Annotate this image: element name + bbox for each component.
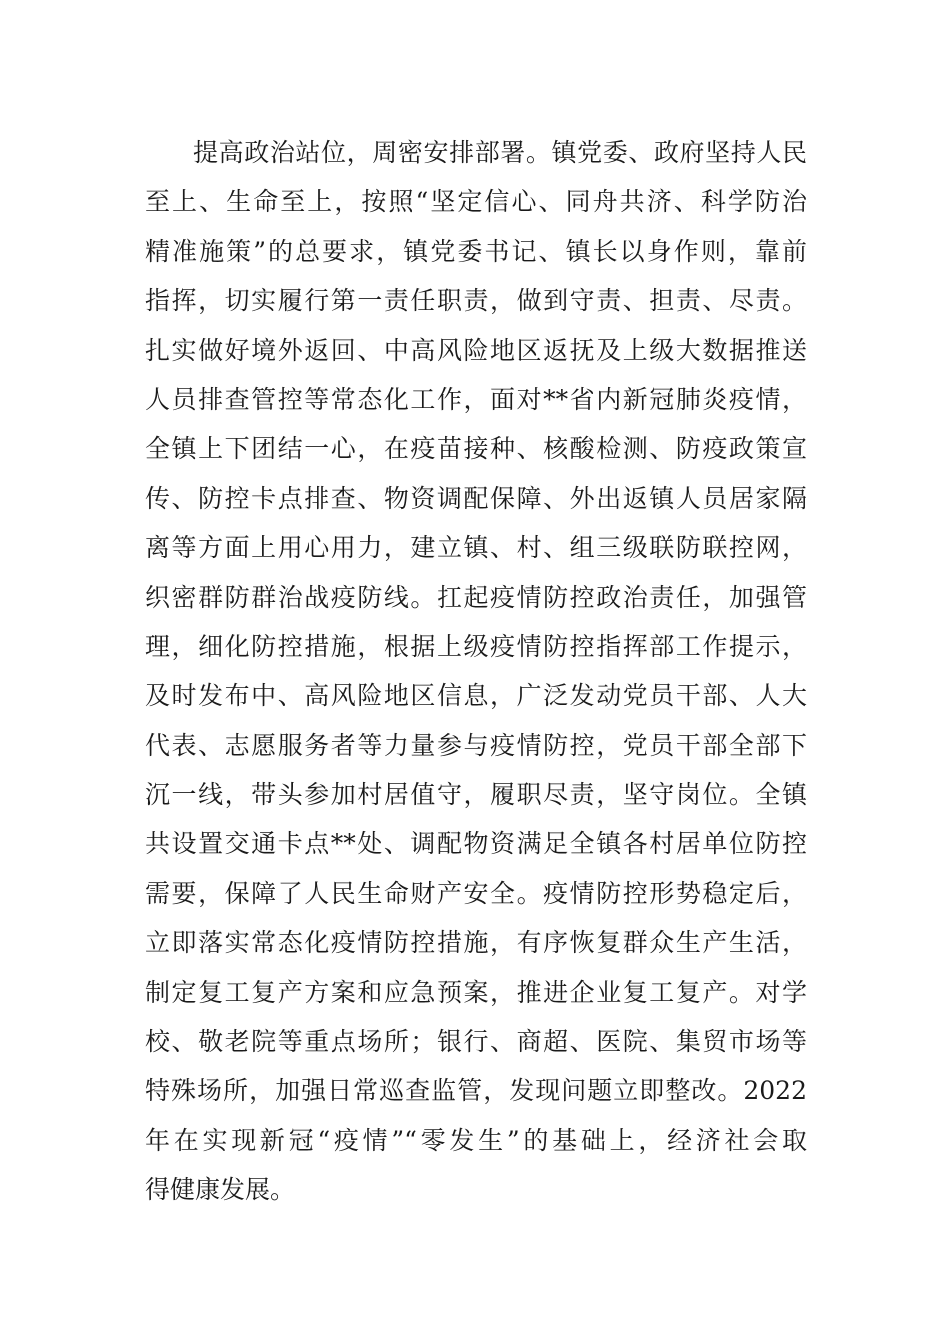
paragraph-line: 精准施策”的总要求，镇党委书记、镇长以身作则，靠前: [145, 236, 807, 266]
paragraph-line: 离等方面上用心用力，建立镇、村、组三级联防联控网，: [145, 533, 807, 563]
paragraph-line: 沉一线，带头参加村居值守，履职尽责，坚守岗位。全镇: [145, 780, 807, 810]
body-paragraph: [145, 128, 807, 1215]
paragraph-line: 特殊场所，加强日常巡查监管，发现问题立即整改。2022: [145, 1076, 807, 1106]
paragraph-line: 共设置交通卡点**处、调配物资满足全镇各村居单位防控: [145, 829, 807, 859]
paragraph-line: 传、防控卡点排查、物资调配保障、外出返镇人员居家隔: [145, 483, 807, 513]
paragraph-line: 代表、志愿服务者等力量参与疫情防控，党员干部全部下: [145, 730, 807, 760]
paragraph-line: 校、敬老院等重点场所；银行、商超、医院、集贸市场等: [145, 1027, 807, 1057]
paragraph-line: 得健康发展。: [145, 1175, 296, 1205]
paragraph-line: 全镇上下团结一心，在疫苗接种、核酸检测、防疫政策宣: [145, 434, 807, 464]
paragraph-line: 提高政治站位，周密安排部署。镇党委、政府坚持人民: [193, 138, 807, 167]
paragraph-line: 至上、生命至上，按照“坚定信心、同舟共济、科学防治: [145, 187, 807, 217]
paragraph-line: 扎实做好境外返回、中高风险地区返抚及上级大数据推送: [145, 335, 807, 365]
paragraph-line: 年在实现新冠“疫情”“零发生”的基础上，经济社会取: [145, 1125, 807, 1155]
paragraph-line: 指挥，切实履行第一责任职责，做到守责、担责、尽责。: [145, 286, 807, 316]
paragraph-line: 及时发布中、高风险地区信息，广泛发动党员干部、人大: [145, 681, 807, 711]
paragraph-line: 人员排查管控等常态化工作，面对**省内新冠肺炎疫情，: [145, 384, 807, 414]
paragraph-line: 立即落实常态化疫情防控措施，有序恢复群众生产生活，: [145, 928, 807, 958]
paragraph-line: 需要，保障了人民生命财产安全。疫情防控形势稳定后，: [145, 878, 807, 908]
paragraph-line: 制定复工复产方案和应急预案，推进企业复工复产。对学: [145, 977, 807, 1007]
paragraph-line: 理，细化防控措施，根据上级疫情防控指挥部工作提示，: [145, 631, 807, 661]
paragraph-line: 织密群防群治战疫防线。扛起疫情防控政治责任，加强管: [145, 582, 807, 612]
